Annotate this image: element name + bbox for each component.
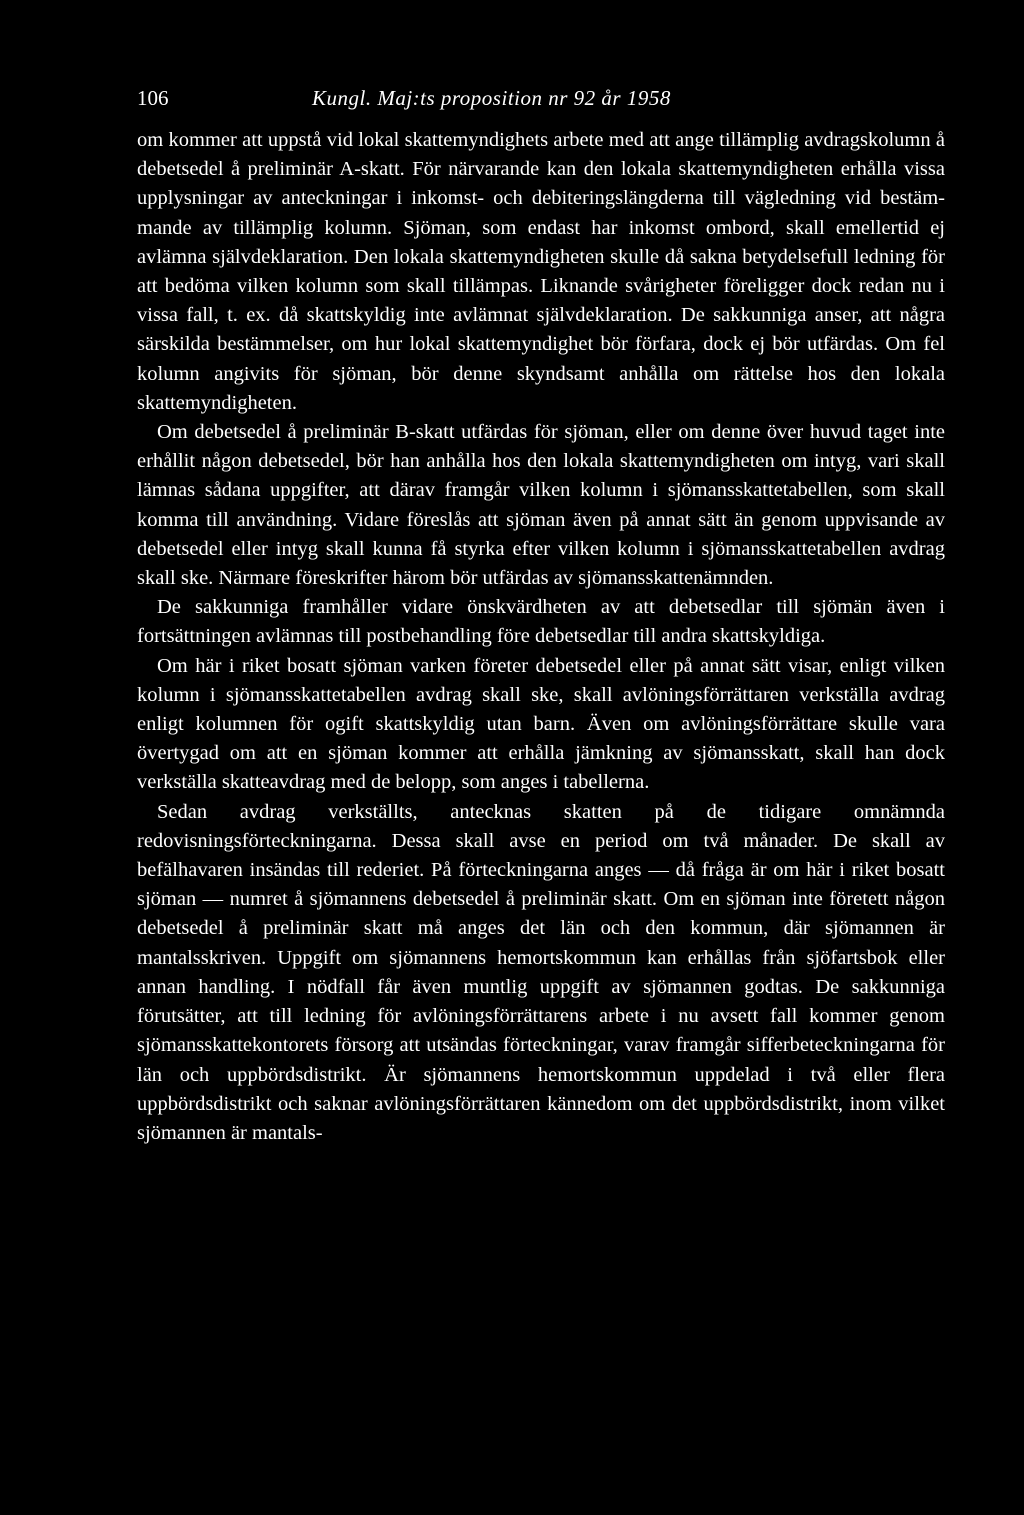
body-text — [137, 126, 945, 1148]
page-header — [137, 86, 945, 116]
page-number: 106 — [137, 86, 169, 110]
paragraph-redovisning: Sedan avdrag verkställts, antecknas skatten på de tidigare omnämnda redovisningsförteckningarna. Dessa skall avse en period om två månader. De skall av befälhavaren insändas till rederiet. På förteckningarna anges — då fråga är om här i riket bosatt sjöman — numret å sjömannens debetsedel å preliminär skatt. Om en sjöman inte företett någon debetsedel å preliminär skatt må anges det län och den kommun, där sjömannen är mantalsskriven. Uppgift om sjömannens hemortskommun kan erhållas från sjöfartsbok eller annan handling. I nödfall får även muntlig uppgift av sjömannen godtas. De sakkunniga förutsätter, att till ledning för avlöningsförrättarens arbete i nu avsett fall kommer genom sjömansskattekontorets försorg att utsändas förteckningar, varav framgår sifferbeteckningarna för län och uppbördsdistrikt. Är sjömannens hemortskommun uppdelad i två eller flera uppbördsdistrikt och saknar avlöningsförrättaren kännedom om det uppbördsdistrikt, inom vilket sjömannen är mantals- — [137, 800, 945, 1144]
paragraph-continuation: om kommer att uppstå vid lokal skattemyndighets arbete med att ange tillämplig avdragskolumn å debetsedel å preliminär A-skatt. För närvarande kan den lokala skattemyndigheten erhålla vissa upplysningar av anteckningar i inkomst- och debiteringslängderna till vägledning vid bestämmande av tillämplig kolumn. Sjöman, som endast har inkomst ombord, skall emellertid ej avlämna självdeklaration. Den lokala skattemyndigheten skulle då sakna betydelsefull ledning för att bedöma vilken kolumn som skall tillämpas. Liknande svårigheter föreligger dock redan nu i vissa fall, t. ex. då skattskyldig inte avlämnat självdeklaration. De sakkunniga anser, att några särskilda bestämmelser, om hur lokal skattemyndighet bör förfara, dock ej bör utfärdas. Om fel kolumn angivits för sjöman, bör denne skyndsamt anhålla om rättelse hos den lokala skattemyndigheten. — [137, 129, 945, 414]
paragraph-avlöningsförrättare: Om här i riket bosatt sjöman varken företer debetsedel eller på annat sätt visar, enligt vilken kolumn i sjömansskattetabellen avdrag skall ske, skall avlöningsförrättaren verkställa avdrag enligt kolumnen för ogift skattskyldig utan barn. Även om avlöningsförrättare skulle vara övertygad om att en sjöman kommer att erhålla jämkning av sjömansskatt, skall han dock verkställa skatteavdrag med de belopp, som anges i tabellerna. — [137, 654, 945, 794]
paragraph-postbehandling: De sakkunniga framhåller vidare önskvärdheten av att debetsedlar till sjömän även i fortsättningen avlämnas till postbehandling före debetsedlar till andra skattskyldiga. — [137, 596, 945, 648]
paragraph-debetsedel-b-skatt: Om debetsedel å preliminär B-skatt utfärdas för sjöman, eller om denne över huvud taget inte erhållit någon debetsedel, bör han anhålla hos den lokala skattemyndigheten om intyg, vari skall lämnas sådana uppgifter, att därav framgår vilken kolumn i sjömansskattetabellen, som skall komma till användning. Vidare föreslås att sjöman även på annat sätt än genom uppvisande av debetsedel eller intyg skall kunna få styrka efter vilken kolumn i sjömansskattetabellen avdrag skall ske. Närmare föreskrifter härom bör utfärdas av sjömansskattenämnden. — [137, 421, 945, 590]
running-title: Kungl. Maj:ts proposition nr 92 år 1958 — [312, 86, 671, 110]
